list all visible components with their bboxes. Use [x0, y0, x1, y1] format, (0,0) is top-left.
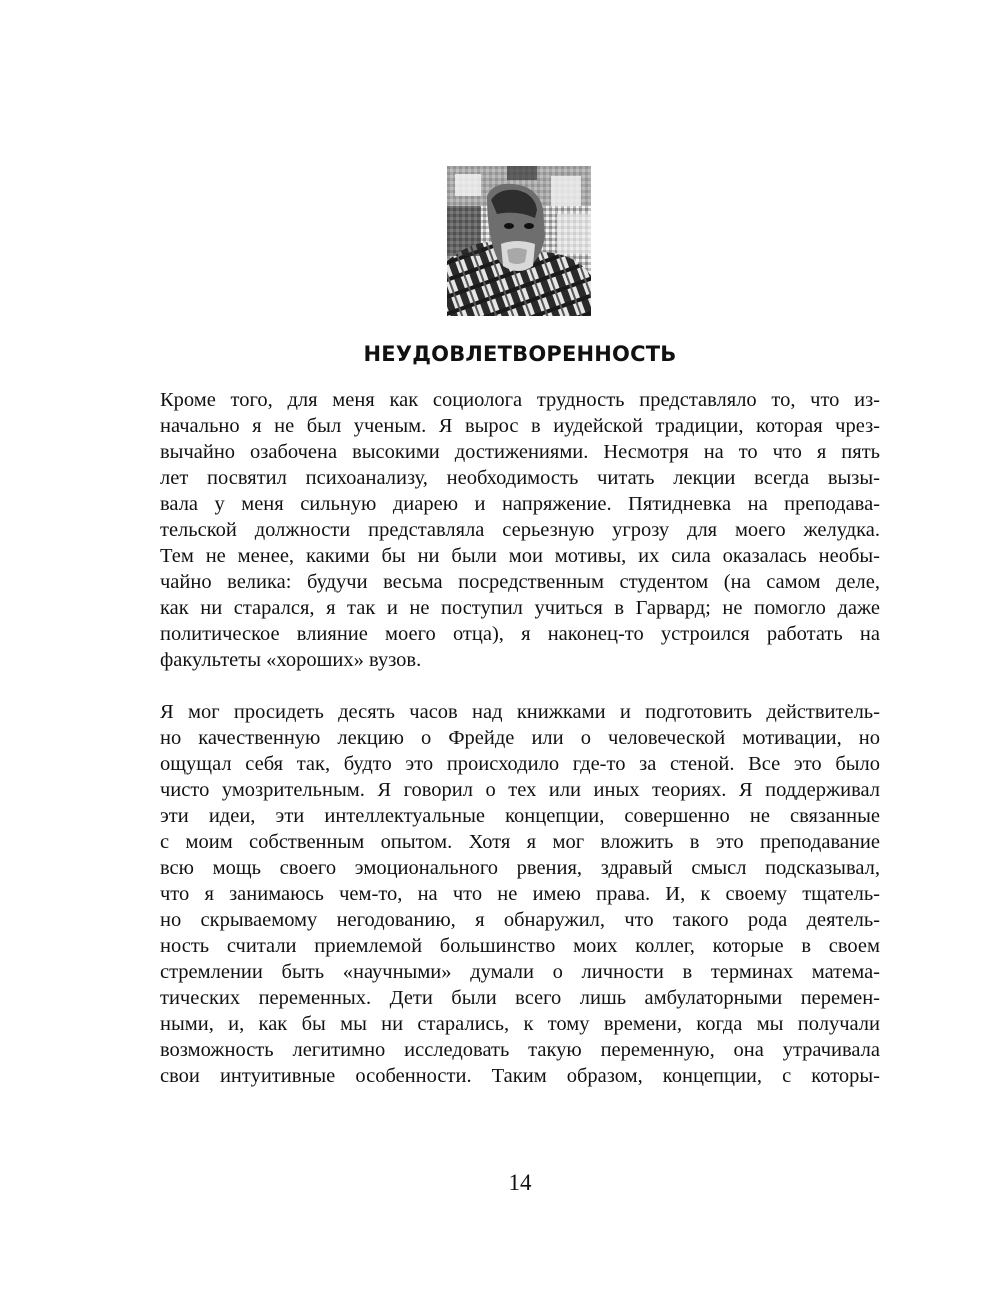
text-line: чайно велика: будучи весьма посредственным студентом (на самом деле, — [160, 571, 880, 593]
text-line: тических переменных. Дети были всего лишь амбулаторными перемен- — [160, 987, 880, 1009]
text-line: ощущал себя так, будто это происходило где-то за стеной. Все это было — [160, 753, 880, 775]
portrait-photo — [447, 166, 591, 316]
text-line: тельской должности представляла серьезную угрозу для моего желудка. — [160, 519, 880, 541]
body-text — [160, 387, 880, 1089]
text-line: как ни старался, я так и не поступил учиться в Гарвард; не помогло даже — [160, 597, 880, 619]
text-line: но качественную лекцию о Фрейде или о человеческой мотивации, но — [160, 727, 880, 749]
text-line: вала у меня сильную диарею и напряжение. Пятидневка на преподава- — [160, 493, 880, 515]
text-line: эти идеи, эти интеллектуальные концепции, совершенно не связанные — [160, 805, 880, 827]
text-line: факультеты «хороших» вузов. — [160, 649, 422, 671]
text-line: но скрываемому негодованию, я обнаружил, что такого рода деятель- — [160, 909, 880, 931]
text-line: всю мощь своего эмоционального рвения, здравый смысл подсказывал, — [160, 857, 880, 879]
text-line: Кроме того, для меня как социолога трудность представляло то, что из- — [160, 389, 880, 411]
text-line: политическое влияние моего отца), я наконец-то устроился работать на — [160, 623, 880, 645]
text-line: ность считали приемлемой большинство моих коллег, которые в своем — [160, 935, 880, 957]
text-line: лет посвятил психоанализу, необходимость читать лекции всегда вызы- — [160, 467, 880, 489]
chapter-heading: НЕУДОВЛЕТВОРЕННОСТЬ — [363, 342, 677, 366]
text-line: начально я не был ученым. Я вырос в иудейской традиции, которая чрез- — [160, 415, 880, 437]
text-line: возможность легитимно исследовать такую переменную, она утрачивала — [160, 1039, 880, 1061]
paragraph-gap — [160, 673, 880, 699]
text-line: что я занимаюсь чем-то, на что не имею права. И, к своему тщатель- — [160, 883, 880, 905]
text-line: чисто умозрительным. Я говорил о тех или иных теориях. Я поддерживал — [160, 779, 880, 801]
text-line: Тем не менее, какими бы ни были мои мотивы, их сила оказалась необы- — [160, 545, 880, 567]
text-line: ными, и, как бы мы ни старались, к тому времени, когда мы получали — [160, 1013, 880, 1035]
text-line: вычайно озабочена высокими достижениями. Несмотря на то что я пять — [160, 441, 880, 463]
page-number: 14 — [508, 1170, 532, 1195]
paragraph — [160, 699, 880, 1089]
text-line: свои интуитивные особенности. Таким образом, концепции, с которы- — [160, 1065, 880, 1087]
text-line: Я мог просидеть десять часов над книжками и подготовить действитель- — [160, 701, 880, 723]
text-line: стремлении быть «научными» думали о личности в терминах матема- — [160, 961, 880, 983]
paragraph — [160, 387, 880, 673]
text-line: с моим собственным опытом. Хотя я мог вложить в это преподавание — [160, 831, 880, 853]
